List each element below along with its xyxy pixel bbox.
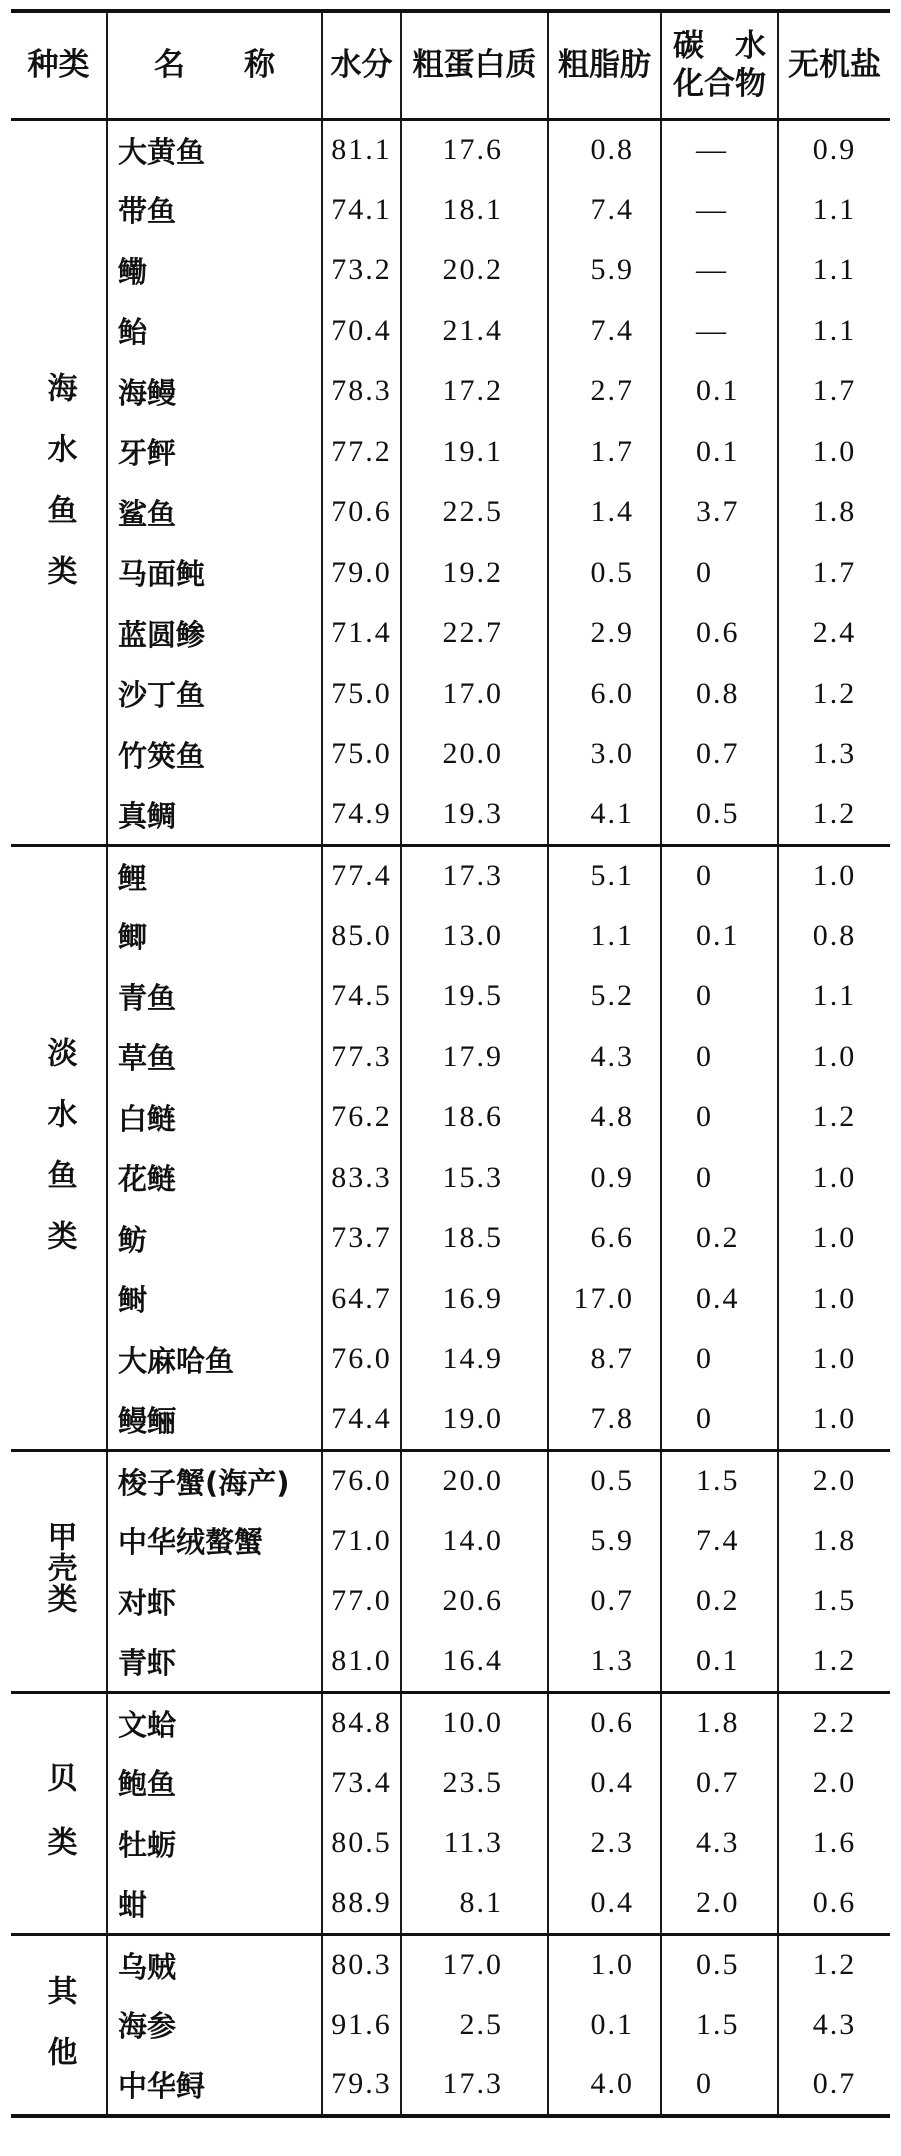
fat-cell: 7.4 (548, 180, 661, 241)
fat-cell: 17.0 (548, 1269, 661, 1330)
table-row (11, 119, 890, 180)
carbohydrate-cell: 0.1 (661, 361, 778, 422)
header-fat: 粗脂肪 (548, 11, 661, 119)
mineral-cell: 0.7 (778, 2055, 890, 2116)
protein-cell: 16.9 (401, 1269, 548, 1330)
fat-cell: 2.9 (548, 603, 661, 664)
table-row (11, 1269, 890, 1330)
fat-cell: 4.0 (548, 2055, 661, 2116)
water-cell: 76.0 (322, 1329, 401, 1390)
carbohydrate-cell: 0 (661, 1027, 778, 1088)
fat-cell: 4.8 (548, 1087, 661, 1148)
mineral-cell: 1.1 (778, 240, 890, 301)
mineral-cell: 1.0 (778, 1390, 890, 1451)
item-name-cell: 马面鲀 (107, 543, 322, 604)
protein-cell: 20.0 (401, 724, 548, 785)
carbohydrate-cell: 1.5 (661, 1995, 778, 2056)
protein-cell: 17.3 (401, 2055, 548, 2116)
table-row (11, 1753, 890, 1814)
carbohydrate-cell: 0.7 (661, 724, 778, 785)
table-row (11, 1450, 890, 1511)
water-cell: 80.5 (322, 1813, 401, 1874)
protein-cell: 17.0 (401, 664, 548, 725)
carbohydrate-cell: — (661, 119, 778, 180)
carbohydrate-cell: 0.2 (661, 1208, 778, 1269)
fat-cell: 1.0 (548, 1934, 661, 1995)
mineral-cell: 0.9 (778, 119, 890, 180)
mineral-cell: 1.2 (778, 1934, 890, 1995)
water-cell: 77.0 (322, 1571, 401, 1632)
item-name-cell: 带鱼 (107, 180, 322, 241)
water-cell: 74.9 (322, 785, 401, 846)
category-label: 贝类 (41, 1762, 77, 1890)
mineral-cell: 1.1 (778, 180, 890, 241)
water-cell: 64.7 (322, 1269, 401, 1330)
mineral-cell: 1.3 (778, 724, 890, 785)
carbohydrate-cell: — (661, 240, 778, 301)
header-name: 名 称 (107, 11, 322, 119)
protein-cell: 17.9 (401, 1027, 548, 1088)
water-cell: 83.3 (322, 1148, 401, 1209)
carbohydrate-cell: 0.7 (661, 1753, 778, 1814)
mineral-cell: 1.1 (778, 301, 890, 362)
carbohydrate-cell: 0.5 (661, 785, 778, 846)
protein-cell: 20.0 (401, 1450, 548, 1511)
fat-cell: 5.2 (548, 966, 661, 1027)
fish-composition-table (11, 9, 890, 2118)
header-carbohydrate (661, 11, 778, 119)
item-name-cell: 大麻哈鱼 (107, 1329, 322, 1390)
table-row (11, 1692, 890, 1753)
water-cell: 81.1 (322, 119, 401, 180)
carbohydrate-cell: 0 (661, 966, 778, 1027)
mineral-cell: 2.0 (778, 1450, 890, 1511)
category-label: 海水鱼类 (41, 371, 77, 616)
item-name-cell: 中华鲟 (107, 2055, 322, 2116)
table-row (11, 422, 890, 483)
fat-cell: 5.9 (548, 1511, 661, 1572)
protein-cell: 10.0 (401, 1692, 548, 1753)
table-row (11, 1571, 890, 1632)
protein-cell: 17.3 (401, 845, 548, 906)
carbohydrate-cell: 4.3 (661, 1813, 778, 1874)
item-name-cell: 鲨鱼 (107, 482, 322, 543)
table-row (11, 1148, 890, 1209)
fat-cell: 4.1 (548, 785, 661, 846)
protein-cell: 8.1 (401, 1874, 548, 1935)
table-row (11, 1511, 890, 1572)
item-name-cell: 鲍鱼 (107, 1753, 322, 1814)
fat-cell: 5.1 (548, 845, 661, 906)
water-cell: 70.4 (322, 301, 401, 362)
category-label: 其他 (41, 1975, 77, 2097)
water-cell: 76.2 (322, 1087, 401, 1148)
protein-cell: 19.1 (401, 422, 548, 483)
table-row (11, 1027, 890, 1088)
carbohydrate-cell: 0.1 (661, 906, 778, 967)
water-cell: 91.6 (322, 1995, 401, 2056)
item-name-cell: 牡蛎 (107, 1813, 322, 1874)
protein-cell: 18.1 (401, 180, 548, 241)
item-name-cell: 牙鲆 (107, 422, 322, 483)
water-cell: 73.7 (322, 1208, 401, 1269)
water-cell: 74.1 (322, 180, 401, 241)
protein-cell: 15.3 (401, 1148, 548, 1209)
protein-cell: 16.4 (401, 1632, 548, 1693)
protein-cell: 14.0 (401, 1511, 548, 1572)
fat-cell: 0.7 (548, 1571, 661, 1632)
item-name-cell: 蚶 (107, 1874, 322, 1935)
table-row (11, 180, 890, 241)
item-name-cell: 中华绒螯蟹 (107, 1511, 322, 1572)
water-cell: 84.8 (322, 1692, 401, 1753)
table-row (11, 845, 890, 906)
carbohydrate-cell: 0.1 (661, 422, 778, 483)
water-cell: 79.0 (322, 543, 401, 604)
mineral-cell: 1.2 (778, 664, 890, 725)
protein-cell: 18.6 (401, 1087, 548, 1148)
water-cell: 77.2 (322, 422, 401, 483)
item-name-cell: 竹筴鱼 (107, 724, 322, 785)
table-row (11, 603, 890, 664)
protein-cell: 14.9 (401, 1329, 548, 1390)
item-name-cell: 白鲢 (107, 1087, 322, 1148)
category-label: 淡水鱼类 (41, 1037, 77, 1281)
header-carbohydrate-line-2: 化合物 (673, 66, 766, 103)
category-cell (11, 845, 107, 1450)
fat-cell: 7.8 (548, 1390, 661, 1451)
protein-cell: 19.3 (401, 785, 548, 846)
mineral-cell: 4.3 (778, 1995, 890, 2056)
header-mineral: 无机盐 (778, 11, 890, 119)
fat-cell: 0.6 (548, 1692, 661, 1753)
item-name-cell: 鲂 (107, 1208, 322, 1269)
protein-cell: 17.0 (401, 1934, 548, 1995)
water-cell: 88.9 (322, 1874, 401, 1935)
protein-cell: 19.5 (401, 966, 548, 1027)
fat-cell: 6.6 (548, 1208, 661, 1269)
item-name-cell: 海鳗 (107, 361, 322, 422)
header-water: 水分 (322, 11, 401, 119)
table-row (11, 1087, 890, 1148)
fat-cell: 0.5 (548, 1450, 661, 1511)
item-name-cell: 乌贼 (107, 1934, 322, 1995)
mineral-cell: 1.2 (778, 1087, 890, 1148)
carbohydrate-cell: 2.0 (661, 1874, 778, 1935)
table-row (11, 906, 890, 967)
protein-cell: 22.5 (401, 482, 548, 543)
header-protein: 粗蛋白质 (401, 11, 548, 119)
item-name-cell: 真鲷 (107, 785, 322, 846)
mineral-cell: 1.6 (778, 1813, 890, 1874)
protein-cell: 13.0 (401, 906, 548, 967)
category-cell (11, 1450, 107, 1692)
fat-cell: 0.5 (548, 543, 661, 604)
water-cell: 71.0 (322, 1511, 401, 1572)
water-cell: 78.3 (322, 361, 401, 422)
water-cell: 85.0 (322, 906, 401, 967)
fat-cell: 1.7 (548, 422, 661, 483)
category-cell (11, 1692, 107, 1934)
table-row (11, 1934, 890, 1995)
item-name-cell: 鲐 (107, 301, 322, 362)
protein-cell: 23.5 (401, 1753, 548, 1814)
mineral-cell: 1.0 (778, 1269, 890, 1330)
water-cell: 71.4 (322, 603, 401, 664)
carbohydrate-cell: 0.4 (661, 1269, 778, 1330)
table-row (11, 482, 890, 543)
fat-cell: 8.7 (548, 1329, 661, 1390)
item-name-cell: 青虾 (107, 1632, 322, 1693)
mineral-cell: 0.8 (778, 906, 890, 967)
item-name-cell: 草鱼 (107, 1027, 322, 1088)
carbohydrate-cell: 0 (661, 845, 778, 906)
mineral-cell: 1.0 (778, 1027, 890, 1088)
carbohydrate-cell: 0.1 (661, 1632, 778, 1693)
table-row (11, 1874, 890, 1935)
mineral-cell: 2.2 (778, 1692, 890, 1753)
carbohydrate-cell: 0.8 (661, 664, 778, 725)
carbohydrate-cell: 0 (661, 1087, 778, 1148)
water-cell: 70.6 (322, 482, 401, 543)
table-body (11, 119, 890, 2116)
mineral-cell: 1.7 (778, 543, 890, 604)
table-row (11, 1208, 890, 1269)
protein-cell: 2.5 (401, 1995, 548, 2056)
item-name-cell: 大黄鱼 (107, 119, 322, 180)
carbohydrate-cell: 1.5 (661, 1450, 778, 1511)
carbohydrate-cell: 3.7 (661, 482, 778, 543)
protein-cell: 11.3 (401, 1813, 548, 1874)
carbohydrate-cell: — (661, 180, 778, 241)
mineral-cell: 1.0 (778, 845, 890, 906)
table-row (11, 1329, 890, 1390)
table-row (11, 543, 890, 604)
table-row (11, 361, 890, 422)
carbohydrate-cell: 0.2 (661, 1571, 778, 1632)
header-category: 种类 (11, 11, 107, 119)
header-carbohydrate-line-1: 碳 水 (673, 27, 766, 64)
carbohydrate-cell: 0.5 (661, 1934, 778, 1995)
mineral-cell: 1.0 (778, 1329, 890, 1390)
mineral-cell: 0.6 (778, 1874, 890, 1935)
fat-cell: 1.1 (548, 906, 661, 967)
header-row (11, 11, 890, 119)
fat-cell: 1.4 (548, 482, 661, 543)
carbohydrate-cell: 1.8 (661, 1692, 778, 1753)
fat-cell: 7.4 (548, 301, 661, 362)
category-cell (11, 1934, 107, 2116)
mineral-cell: 1.2 (778, 1632, 890, 1693)
item-name-cell: 对虾 (107, 1571, 322, 1632)
carbohydrate-cell: 0 (661, 1390, 778, 1451)
protein-cell: 20.6 (401, 1571, 548, 1632)
protein-cell: 20.2 (401, 240, 548, 301)
table-row (11, 785, 890, 846)
water-cell: 79.3 (322, 2055, 401, 2116)
mineral-cell: 1.7 (778, 361, 890, 422)
fat-cell: 0.9 (548, 1148, 661, 1209)
water-cell: 77.4 (322, 845, 401, 906)
mineral-cell: 1.0 (778, 1148, 890, 1209)
fat-cell: 1.3 (548, 1632, 661, 1693)
carbohydrate-cell: 0 (661, 1329, 778, 1390)
water-cell: 77.3 (322, 1027, 401, 1088)
water-cell: 76.0 (322, 1450, 401, 1511)
water-cell: 73.2 (322, 240, 401, 301)
fat-cell: 0.8 (548, 119, 661, 180)
protein-cell: 17.6 (401, 119, 548, 180)
water-cell: 81.0 (322, 1632, 401, 1693)
protein-cell: 22.7 (401, 603, 548, 664)
mineral-cell: 1.0 (778, 422, 890, 483)
water-cell: 75.0 (322, 724, 401, 785)
item-name-cell: 花鲢 (107, 1148, 322, 1209)
table-row (11, 1390, 890, 1451)
table-header (11, 11, 890, 119)
carbohydrate-cell: — (661, 301, 778, 362)
item-name-cell: 青鱼 (107, 966, 322, 1027)
fat-cell: 3.0 (548, 724, 661, 785)
protein-cell: 19.0 (401, 1390, 548, 1451)
mineral-cell: 2.4 (778, 603, 890, 664)
item-name-cell: 梭子蟹(海产) (107, 1450, 322, 1511)
mineral-cell: 1.0 (778, 1208, 890, 1269)
fat-cell: 0.1 (548, 1995, 661, 2056)
protein-cell: 17.2 (401, 361, 548, 422)
water-cell: 74.4 (322, 1390, 401, 1451)
carbohydrate-cell: 0 (661, 2055, 778, 2116)
carbohydrate-cell: 7.4 (661, 1511, 778, 1572)
table-row (11, 724, 890, 785)
category-label: 甲壳类 (41, 1521, 77, 1614)
item-name-cell: 文蛤 (107, 1692, 322, 1753)
table-row (11, 966, 890, 1027)
mineral-cell: 1.1 (778, 966, 890, 1027)
table-row (11, 664, 890, 725)
item-name-cell: 蓝圆鲹 (107, 603, 322, 664)
fat-cell: 2.3 (548, 1813, 661, 1874)
fat-cell: 0.4 (548, 1753, 661, 1814)
item-name-cell: 鳓 (107, 240, 322, 301)
fat-cell: 2.7 (548, 361, 661, 422)
fat-cell: 6.0 (548, 664, 661, 725)
carbohydrate-cell: 0.6 (661, 603, 778, 664)
item-name-cell: 海参 (107, 1995, 322, 2056)
water-cell: 75.0 (322, 664, 401, 725)
table-row (11, 1632, 890, 1693)
mineral-cell: 2.0 (778, 1753, 890, 1814)
table-row (11, 2055, 890, 2116)
carbohydrate-cell: 0 (661, 543, 778, 604)
protein-cell: 19.2 (401, 543, 548, 604)
item-name-cell: 沙丁鱼 (107, 664, 322, 725)
table-row (11, 240, 890, 301)
protein-cell: 18.5 (401, 1208, 548, 1269)
item-name-cell: 鳗鲡 (107, 1390, 322, 1451)
table-row (11, 1813, 890, 1874)
protein-cell: 21.4 (401, 301, 548, 362)
fat-cell: 4.3 (548, 1027, 661, 1088)
fat-cell: 0.4 (548, 1874, 661, 1935)
fat-cell: 5.9 (548, 240, 661, 301)
item-name-cell: 鲥 (107, 1269, 322, 1330)
water-cell: 80.3 (322, 1934, 401, 1995)
carbohydrate-cell: 0 (661, 1148, 778, 1209)
item-name-cell: 鲫 (107, 906, 322, 967)
table-row (11, 1995, 890, 2056)
mineral-cell: 1.8 (778, 482, 890, 543)
water-cell: 74.5 (322, 966, 401, 1027)
mineral-cell: 1.8 (778, 1511, 890, 1572)
water-cell: 73.4 (322, 1753, 401, 1814)
table-row (11, 301, 890, 362)
mineral-cell: 1.5 (778, 1571, 890, 1632)
category-cell (11, 119, 107, 845)
item-name-cell: 鲤 (107, 845, 322, 906)
mineral-cell: 1.2 (778, 785, 890, 846)
